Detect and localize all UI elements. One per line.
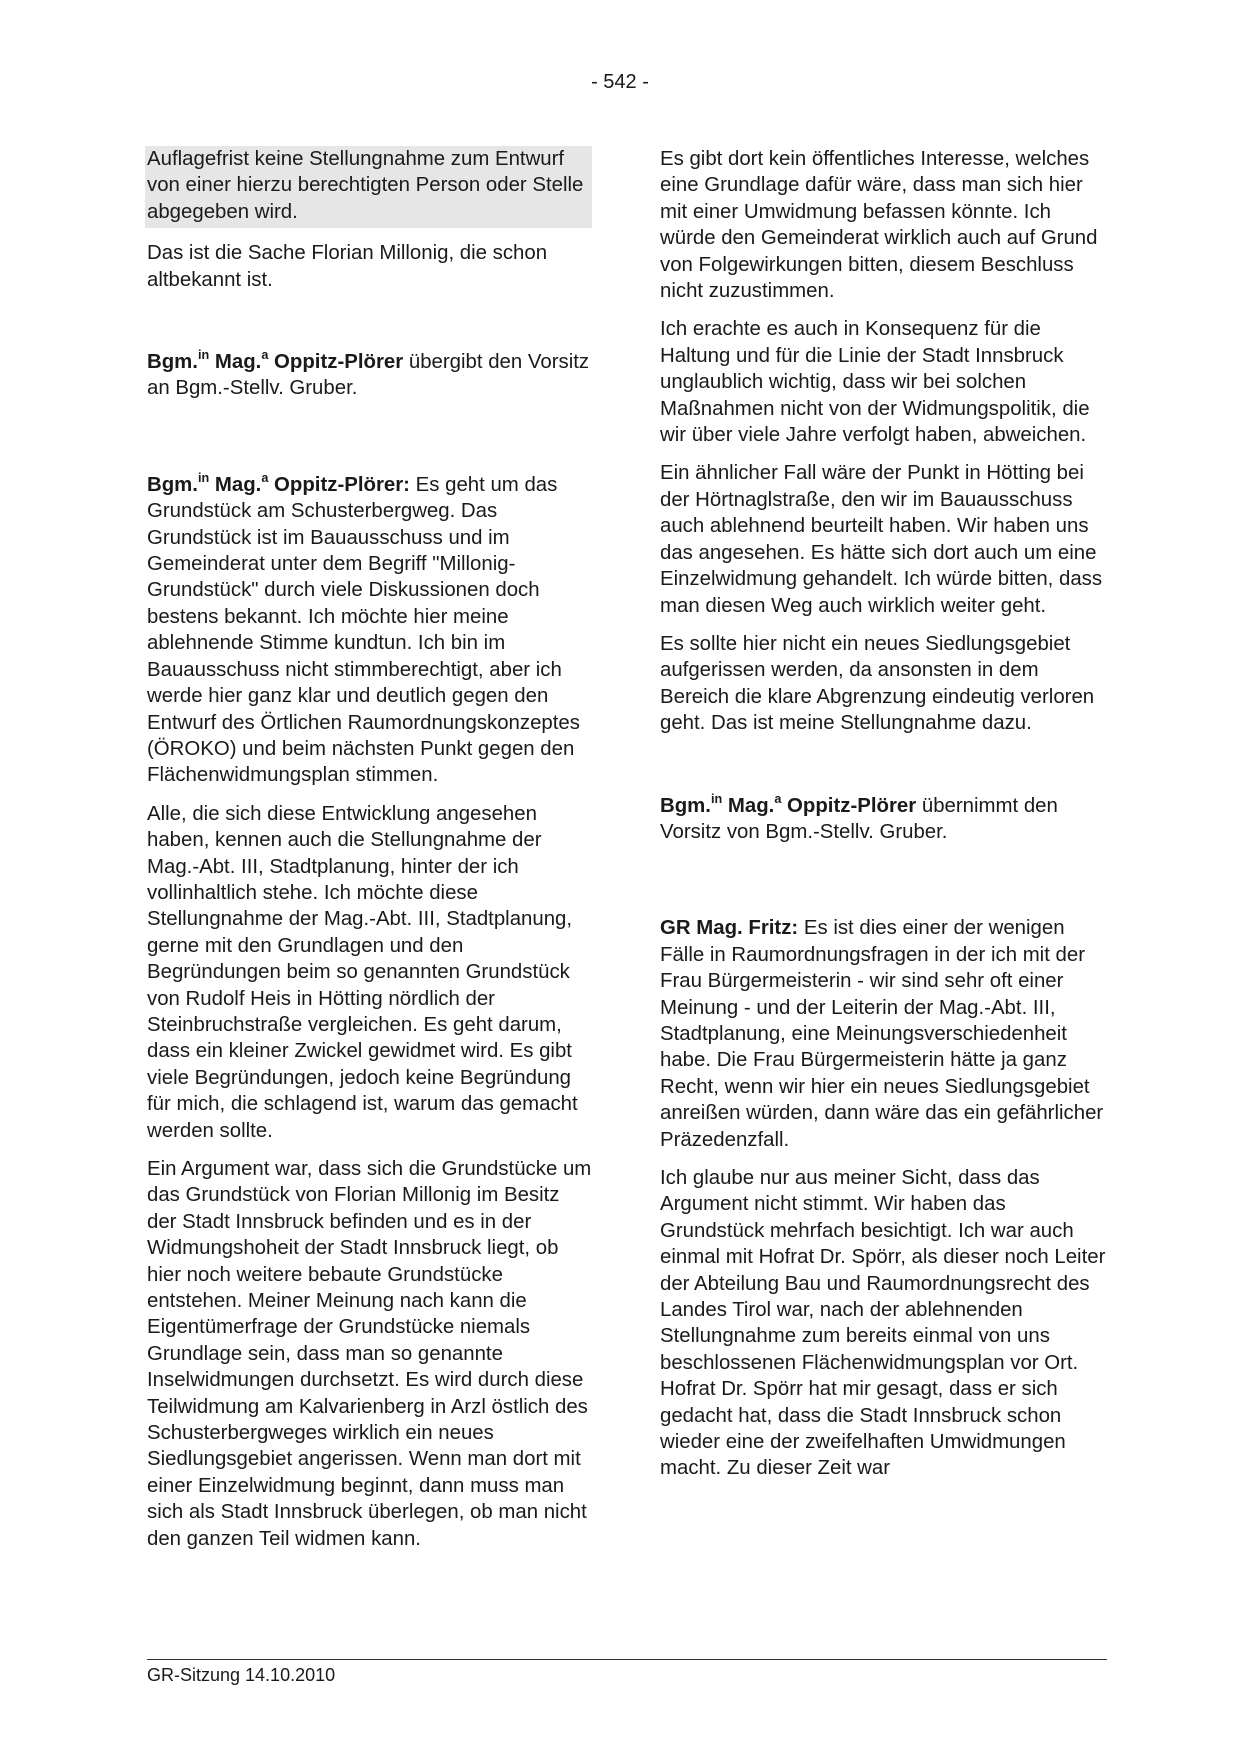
speaker-text: Es geht um das Grundstück am Schusterbergweg. Das Grundstück ist im Bauausschuss und im Gemeinderat unter dem Begriff "Millonig-Grundstück" durch viele Diskussionen doch bestens bekannt. Ich möchte hier meine ablehnende Stimme kundtun. Ich bin im Bauausschuss nicht stimmberechtigt, aber ich werde hier ganz klar und deutlich gegen den Entwurf des Örtlichen Raumordnungskonzeptes (ÖROKO) und beim nächsten Punkt gegen den Flächenwidmungsplan stimmen. [147,473,580,787]
left-column [147,146,592,1564]
highlighted-paragraph: Auflagefrist keine Stellungnahme zum Entwurf von einer hierzu berechtigten Person oder Stelle abgegeben wird. [145,146,592,228]
speaker-name: GR Mag. Fritz: [660,917,799,940]
paragraph: Ein ähnlicher Fall wäre der Punkt in Hötting bei der Hörtnaglstraße, den wir im Bauausschuss auch ablehnend beurteilt haben. Wir haben uns das angesehen. Es hätte sich dort auch um eine Einzelwidmung gehandelt. Ich würde bitten, dass man diesen Weg auch wirklich weiter geht. [660,462,1103,617]
page-number: - 542 - [591,71,649,93]
paragraph: Ich glaube nur aus meiner Sicht, dass das Argument nicht stimmt. Wir haben das Grundstück mehrfach besichtigt. Ich war auch einmal mit Hofrat Dr. Spörr, als dieser noch Leiter der Abteilung Bau und Raumordnungsrecht des Landes Tirol war, nach der ablehnenden Stellungnahme zum bereits einmal von uns beschlossenen Flächenwidmungsplan vor Ort. Hofrat Dr. Spörr hat mir gesagt, dass er sich gedacht hat, dass die Stadt Innsbruck schon wieder eine der zweifelhaften Umwidmungen macht. Zu dieser Zeit war [660,1167,1106,1480]
paragraph: Es gibt dort kein öffentliches Interesse, welches eine Grundlage dafür wäre, dass man sich hier mit einer Umwidmung befassen könnte. Ich würde den Gemeinderat wirklich auch auf Grund von Folgewirkungen bitten, diesem Beschluss nicht zuzustimmen. [660,148,1098,303]
speaker-text: Es ist dies einer der wenigen Fälle in Raumordnungsfragen in der ich mit der Frau Bürgermeisterin - wir sind sehr oft einer Meinung - und der Leiterin der Mag.-Abt. III, Stadtplanung, eine Meinungsverschiedenheit habe. Die Frau Bürgermeisterin hätte ja ganz Recht, wenn wir hier ein neues Siedlungsgebiet anreißen würden, dann wäre das ein gefährlicher Präzedenzfall. [660,917,1104,1151]
paragraph: Das ist die Sache Florian Millonig, die schon altbekannt ist. [147,242,548,291]
speaker-paragraph [660,915,1110,1153]
right-column [660,146,1110,1494]
speaker-name: Bgm.$^{in}$ Mag.$^a$ Oppitz-Plörer: [147,470,410,496]
paragraph: Es sollte hier nicht ein neues Siedlungsgebiet aufgerissen werden, da ansonsten in dem Bereich die klare Abgrenzung eindeutig verloren geht. Das ist meine Stellungnahme dazu. [660,632,1095,735]
speaker-paragraph [147,349,592,402]
speaker-text: übernimmt den Vorsitz von Bgm.-Stellv. Gruber. [660,794,1058,843]
footer: GR-Sitzung 14.10.2010 [147,1665,336,1685]
paragraph: Alle, die sich diese Entwicklung angesehen haben, kennen auch die Stellungnahme der Mag.-Abt. III, Stadtplanung, hinter der ich vollinhaltlich stehe. Ich möchte diese Stellungnahme der Mag.-Abt. III, Stadtplanung, gerne mit den Grundlagen und den Begründungen beim so genannten Grundstück von Rudolf Heis in Hötting nördlich der Steinbruchstraße vergleichen. Es geht darum, dass ein kleiner Zwickel gewidmet wird. Es gibt viele Begründungen, jedoch keine Begründung für mich, die schlagend ist, warum das gemacht werden sollte. [147,802,578,1142]
paragraph: Ich erachte es auch in Konsequenz für die Haltung und für die Linie der Stadt Innsbruck unglaublich wichtig, dass wir bei solchen Maßnahmen nicht von der Widmungspolitik, die wir über viele Jahre verfolgt haben, abweichen. [660,318,1090,447]
speaker-paragraph [147,472,592,789]
paragraph: Ein Argument war, dass sich die Grundstücke um das Grundstück von Florian Millonig im Besitz der Stadt Innsbruck befinden und es in der Widmungshoheit der Stadt Innsbruck liegt, ob hier noch weitere bebaute Grundstücke entstehen. Meiner Meinung nach kann die Eigentümerfrage der Grundstücke niemals Grundlage sein, dass man so genannte Inselwidmungen durchsetzt. Es wird durch diese Teilwidmung am Kalvarienberg in Arzl östlich des Schusterbergweges wirklich ein neues Siedlungsgebiet angerissen. Wenn man dort mit einer Einzelwidmung beginnt, dann muss man sich als Stadt Innsbruck überlegen, ob man nicht den ganzen Teil widmen kann. [147,1158,592,1550]
speaker-name: Bgm.$^{in}$ Mag.$^a$ Oppitz-Plörer [660,791,917,817]
speaker-paragraph [660,793,1110,846]
speaker-name: Bgm.$^{in}$ Mag.$^a$ Oppitz-Plörer [147,347,404,374]
speaker-text: übergibt den Vorsitz an Bgm.-Stellv. Gruber. [147,351,590,400]
footer-divider [147,1659,1107,1660]
